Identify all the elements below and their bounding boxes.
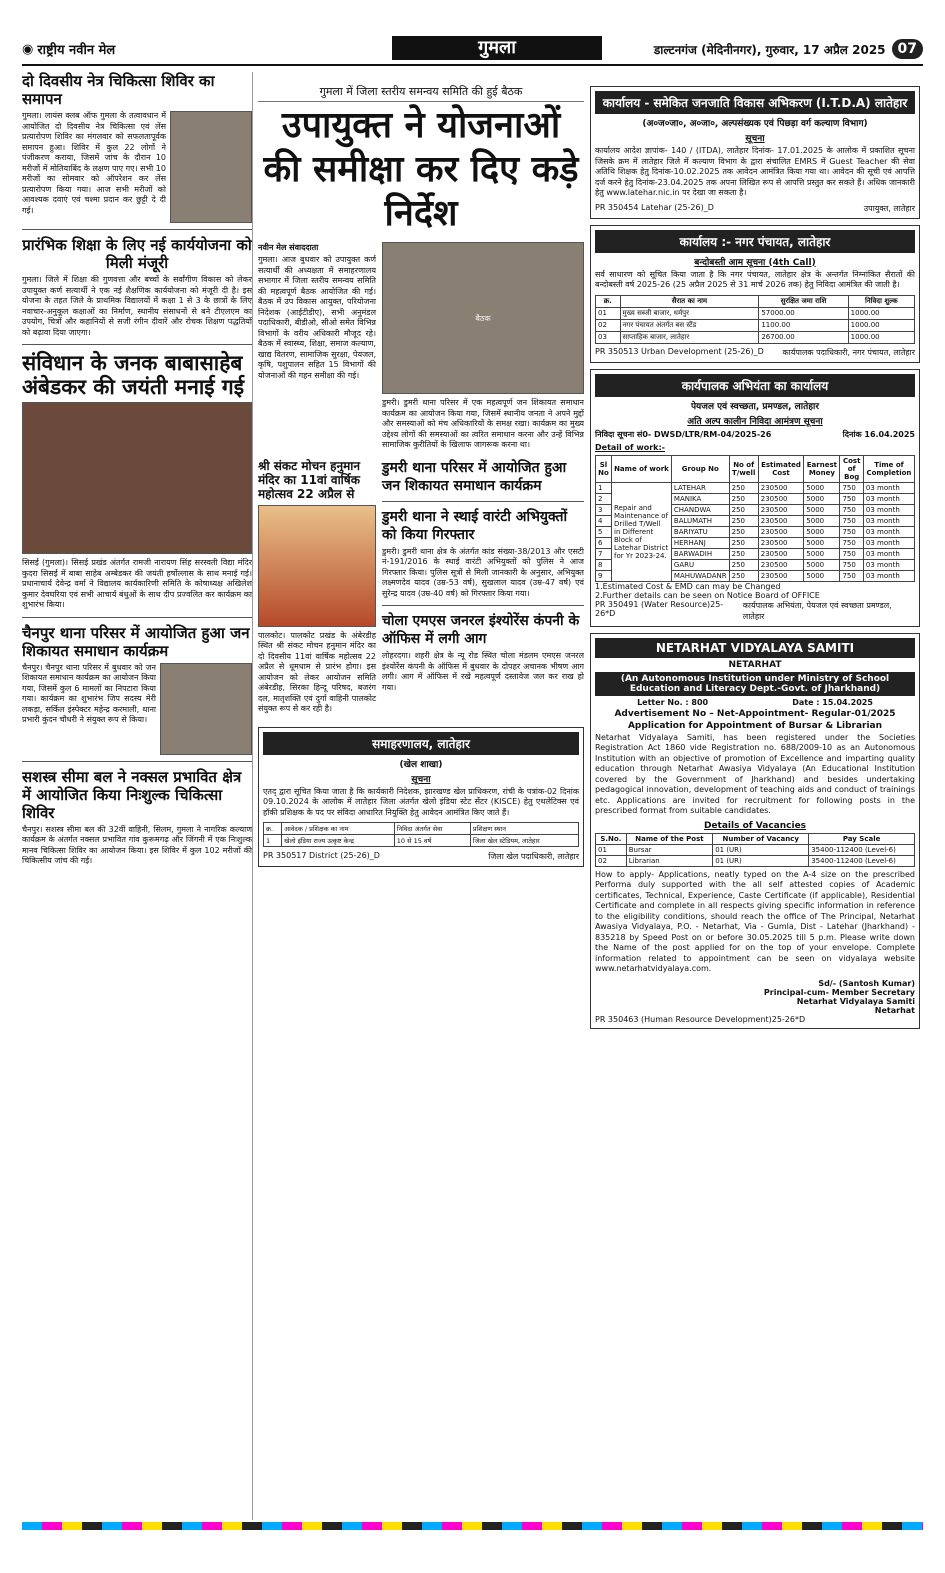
table-cell: 230500: [758, 559, 804, 570]
article-body: गुमला। लायंस क्लब ऑफ गुमला के तत्वावधान में आयोजित दो दिवसीय नेत्र चिकित्सा एवं लेंस प्रत्यारोपण शिविर का मंगलवार को सफलतापूर्वक समापन हुआ। शिविर में कुल 22 लोगों ने पंजीकरण कराया, जिसमें जांच के दौरान 10 मरीजों में मोतियाबिंद के लक्षण पाए गए। सभी 10 मरीजों का सोमवार को ऑपरेशन कर लेंस प्रत्यारोपण किया गया। आज सभी मरीजों को आवश्यक दवाएं एवं चश्मा प्रदान कर छुट्टी दे दी गई।: [22, 111, 166, 215]
table-cell: 230500: [758, 493, 804, 504]
masthead: [22, 34, 923, 66]
table-cell: 5000: [804, 515, 840, 526]
table-cell: 250: [729, 504, 758, 515]
temple-photo: [258, 505, 376, 627]
table-cell: BALUMATH: [671, 515, 729, 526]
dateline: डाल्टनगंज (मेदिनीनगर), गुरुवार, 17 अप्रैल 2025 07: [654, 39, 923, 59]
table-cell: 4: [596, 515, 612, 526]
table-row: [596, 482, 915, 493]
table-cell: 6: [596, 537, 612, 548]
article-body: चैनपुर। सशस्त्र सीमा बल की 32वीं वाहिनी, सिलम, गुमला ने नागरिक कल्याण कार्यक्रम के अंतर्गत नक्सल प्रभावित गांव कुरूमगढ़ और जिंगनी में एक निःशुल्क मानव चिकित्सा शिविर का आयोजन किया। इस शिविर में कुल 102 मरीजों की चिकित्सीय जांच की गई।: [22, 824, 252, 865]
article-body: सिसई (गुमला)। सिसई प्रखंड अंतर्गत रामजी नारायण सिंह सरस्वती विद्या मंदिर कुदरा सिसई में बाबा साहेब अम्बेडकर की जयंती हर्षोल्लास के साथ मनाई गई। प्रधानाचार्य देवेन्द्र वर्मा ने विद्यालय कार्यकारिणी समिति के कोषाध्यक्ष अखिलेश कुमार देवघरिया एवं सभी आचार्य बंधुओं के साथ दीप प्रज्वलित कर कार्यक्रम का शुभारंभ किया।: [22, 558, 252, 609]
article-photo: [22, 402, 252, 554]
table-cell: 03 month: [863, 526, 914, 537]
table-cell: 250: [729, 526, 758, 537]
table-cell: 03 month: [863, 570, 914, 581]
table-cell: 750: [840, 515, 863, 526]
lead-headline: उपायुक्त ने योजनाओं की समीक्षा कर दिए कड़े निर्देश: [263, 105, 579, 234]
article-headline: डुमरी थाना परिसर में आयोजित हुआ जन शिकायत समाधान कार्यक्रम: [382, 459, 567, 494]
table-cell: 5000: [804, 493, 840, 504]
article-body: चैनपुर। चैनपुर थाना परिसर में बुधवार को जन शिकायत समाधान कार्यक्रम का आयोजन किया गया, जिसमें कुल 6 मामलों का निपटारा किया गया। कार्यक्रम का शुभारंभ जिप सदस्य मेरी लकड़ा, सर्किल इंस्पेक्टर महेन्द्र करमाली, थाना प्रभारी कुंदन चौधरी ने संयुक्त रूप से किया।: [22, 662, 156, 724]
article-body: लोहरदगा। शहरी क्षेत्र के न्यू रोड स्थित चोला मंडलम एमएस जनरल इंश्योरेंस कंपनी के ऑफिस में बुधवार के दोपहर अचानक भीषण आग लगी। आग में ऑफिस में रखे महत्वपूर्ण दस्तावेज जल कर राख हो गया।: [382, 651, 584, 692]
page-number: 07: [892, 39, 923, 59]
table-cell: 250: [729, 515, 758, 526]
article-headline: चैनपुर थाना परिसर में आयोजित हुआ जन शिकायत समाधान कार्यक्रम: [22, 623, 250, 660]
table-cell: 03 month: [863, 493, 914, 504]
table-cell: LATEHAR: [671, 482, 729, 493]
table-header-cell: Sl No: [596, 455, 612, 482]
article-body: गुमला। आज बुधवार को उपायुक्त कर्ण सत्यार्थी की अध्यक्षता में समाहरणालय सभागार में जिला स्तरीय समन्वय समिति की महत्वपूर्ण बैठक आयोजित की गई। बैठक में उप विकास आयुक्त, परियोजना निदेशक (आईटीडीए), सभी अनुमंडल पदाधिकारी, बीडीओ, सीओ समेत विभिन्न विभागों के वरीय अधिकारी मौजूद रहे। बैठक में स्वास्थ्य, शिक्षा, समाज कल्याण, खाद्य वितरण, सामाजिक सुरक्षा, पेयजल, कृषि, पशुपालन सहित 15 विभागों की योजनाओं की गहन समीक्षा की गई।: [258, 255, 376, 380]
article-body: डुमरी। डुमरी थाना परिसर में एक महत्वपूर्ण जन शिकायत समाधान कार्यक्रम का आयोजन किया गया, जिसमें स्थानीय जनता ने अपने मुद्दों और समस्याओं को मंच अधिकारियों के समक्ष रखा। कार्यक्रम का मुख्य उद्देश्य लोगों की समस्याओं का त्वरित समाधान करना और उन्हें विभिन्न सामाजिक कुरीतियों के खिलाफ जागरूक करना था।: [382, 398, 584, 449]
article-headline: सशस्त्र सीमा बल ने नक्सल प्रभावित क्षेत्र में आयोजित किया निःशुल्क चिकित्सा शिविर: [22, 767, 242, 822]
article-body: पालकोट। पालकोट प्रखंड के अंबेरडीह स्थित श्री संकट मोचन हनुमान मंदिर का दो दिवसीय 11वां वार्षिक महोत्सव 22 अप्रैल से धूमधाम से प्रारंभ होगा। इस आयोजन को लेकर आयोजन समिति अंबेरडीह, सिरका हिन्दू परिषद, बजरंग दल, मातृशक्ति एवं दुर्गा वाहिनी पालकोट संयुक्त रूप से कर रही है।: [258, 630, 376, 713]
article-body: डुमरी। डुमरी थाना क्षेत्र के अंतर्गत कांड संख्या-38/2013 और एसटी नं-191/2016 के स्थाई वारंटी अभियुक्तों को पुलिस ने आज गिरफ्तार किया। पुलिस सूत्रों से मिली जानकारी के अनुसार, अभियुक्त लक्ष्मणदेव यादव (उम्र-53 वर्ष), सुखलाल यादव (उम्र-47 वर्ष) एवं सुरेन्द्र यादव (उम्र-40 वर्ष) को गिरफ्तार किया गया।: [382, 546, 584, 598]
table-cell: 7: [596, 548, 612, 559]
itda-notice: कार्यालय - समेकित जनजाति विकास अभिकरण (I.T.D.A) लातेहार (अ०ज०जा०, अ०जा०, अल्पसंख्यक एवं पिछड़ा वर्ग कल्याण विभाग) सूचना कार्यालय आदेश ज्ञापांक- 140 / (ITDA), लातेहार दिनांक- 17.01.2025 के आलोक में प्रकाशित सूचना जिसके क्रम में लातेहार जिले में कल्याण विभाग के द्वारा संचालित EMRS में Guest Teacher की सेवा अतिथि शिक्षक हेतु दिनांक-10.02.2025 तक आवेदन आमंत्रित किया गया था। आवेदन की सूची एवं आपत्ति दर्ज करने हेतु दिनांक-23.04.2025 तक अपना लिखित रूप से आपत्ति प्रस्तुत कर सकते हैं। अधिक जानकारी हेतु www.latehar.nic.in पर देखा जा सकता है। PR 350454 Latehar (25-26)_D उपायुक्त, लातेहार: [590, 86, 920, 219]
table-cell: 750: [840, 537, 863, 548]
article-headline: प्रारंभिक शिक्षा के लिए नई कार्ययोजना को मिली मंजूरी: [22, 236, 252, 272]
table-cell: 230500: [758, 482, 804, 493]
table-cell: 9: [596, 570, 612, 581]
nagar-panchayat-notice: कार्यालय :- नगर पंचायत, लातेहार बन्दोबस्ती आम सूचना (4th Call) सर्व साधारण को सूचित किया जाता है कि नगर पंचायत, लातेहार क्षेत्र के अन्तर्गत निम्नांकित सैरातों की बन्दोबस्ती वर्ष 2025-26 (25 अप्रैल 2025 से 31 मार्च 2026 तक) हेतु निविदा आमंत्रित की जाती है। क्र. सैरात का नाम सुरक्षित जमा राशि निविदा शुल्क 01 मुख्य सब्जी बाजार, धर्मपुर 57000.00 1000.00 02 नगर पंचायत अंतर्गत बस स्टैंड 1100.00 1000.00 03 साप्ताहिक बाजार, लातेहार 26700.00 1000.00 PR 350513 Urban Development (25-26)_D कार्यपालक पदाधिकारी, नगर पंचायत, लातेहार: [590, 225, 920, 363]
left-column: [22, 72, 253, 1520]
article-photo: [170, 111, 252, 223]
table-cell: 03 month: [863, 537, 914, 548]
paper-logo: ◉ राष्ट्रीय नवीन मेल: [22, 41, 116, 58]
table-header-cell: No of T/well: [729, 455, 758, 482]
netarhat-notice: NETARHAT VIDYALAYA SAMITI NETARHAT (An Autonomous Institution under Ministry of School Education and Literacy Dept.-Govt. of Jharkhand) Letter No. : 800 Date : 15.04.2025 Advertisement No – Net-Appointment- Regular-01/2025 Application for Appointment of Bursar & Librarian Netarhat Vidyalaya Samiti, has been registered under the Societies Registration Act 1860 vide Registration no. 688/2009-10 as an Autonomous Institution with an objective of promotion of Excellence and imparting quality education through Netarhat Awasiya Vidyalaya (An Educational Institution covered by the Government of Jharkhand) and besides undertaking pedagogical innovation, development of teaching aids and conduct of trainings etc. Applications are invited for recruitment for following posts in the prescribed format from suitable candidates. Details of Vacancies S.No. Name of the Post Number of Vacancy Pay Scale 01 Bursar 01 (UR) 35400-112400 (Level-6) 02 Librarian 01 (UR) 35400-112400 (Level-6) How to apply- Applications, neatly typed on the A-4 size on the prescribed Performa duly supported with the all self attested copies of Academic certificates, Technical, Experience, Caste Certificate (if applicable), Residential Certificate and complete in all respects giving specific information in reference to the eligibility conditions, should reach the office of The Principal, Netarhat Awasiya Vidyalaya, P.O. - Netarhat, Via - Gumla, Dist - Latehar (Jharkhand) - 835218 by Speed Post on or before 30.05.2025 till 5 p.m. Please write down the Name of the post applied for on the top of your envelope. Complete information related to appointment can be seen on vidyalaya website www.netarhatvidyalaya.com. Sd/- (Santosh Kumar) Principal-cum- Member Secretary Netarhat Vidyalaya Samiti Netarhat PR 350463 (Human Resource Development)25-26*D: [590, 633, 920, 1029]
table-cell: 750: [840, 526, 863, 537]
table-cell: 03 month: [863, 548, 914, 559]
right-column: [590, 86, 920, 1518]
table-cell: 750: [840, 559, 863, 570]
table-cell: BARWADIH: [671, 548, 729, 559]
table-cell: 230500: [758, 515, 804, 526]
table-cell: 5: [596, 526, 612, 537]
table-header-cell: Estimated Cost: [758, 455, 804, 482]
table-cell: 2: [596, 493, 612, 504]
table-cell: 5000: [804, 559, 840, 570]
table-cell: 750: [840, 493, 863, 504]
np-table: क्र. सैरात का नाम सुरक्षित जमा राशि निविदा शुल्क 01 मुख्य सब्जी बाजार, धर्मपुर 57000.00 1000.00 02 नगर पंचायत अंतर्गत बस स्टैंड 1100.00 1000.00 03 साप्ताहिक बाजार, लातेहार 26700.00 1000.00: [595, 295, 915, 344]
table-cell: 03 month: [863, 482, 914, 493]
work-description: Repair and Maintenance of Drilled T/Well in Different Block of Latehar District for Yr 2023-24.: [612, 482, 672, 581]
article-photo: [160, 663, 252, 755]
notice-table: क्र. आवेदक / प्रशिक्षक का नाम निविदा अंतर्गत सेवा प्रशिक्षण स्थान 1 खेलो इंडिया राज्य उत्कृष्ट केन्द्र 10 से 15 वर्ष जिला खेल स्टेडियम, लातेहार: [263, 822, 579, 847]
table-header-cell: Group No: [671, 455, 729, 482]
table-cell: MANIKA: [671, 493, 729, 504]
table-cell: 5000: [804, 537, 840, 548]
table-cell: 250: [729, 537, 758, 548]
table-header-cell: Time of Completion: [863, 455, 914, 482]
table-cell: 250: [729, 559, 758, 570]
table-cell: 03 month: [863, 559, 914, 570]
byline: नवीन मेल संवाददाता: [258, 243, 319, 252]
article-body: गुमला। जिले में शिक्षा की गुणवत्ता और बच्चों के सर्वांगीण विकास को लेकर उपायुक्त कर्ण सत्यार्थी ने एक नई शैक्षणिक कार्ययोजना को मंजूरी दी है। इस योजना के तहत जिले के प्राथमिक विद्यालयों में कक्षा 1 से 3 के छात्रों के लिए नवाचार-अनुकूल कक्षाओं का निर्माण, स्थानीय संसाधनों से बने टीएलएम का उपयोग, चित्रों और कहानियों से सजी रंगीन दीवारें और रोचक शिक्षण पद्धतियों को बढ़ावा दिया जाएगा।: [22, 275, 252, 337]
water-tender-notice: कार्यपालक अभियंता का कार्यालय पेयजल एवं स्वच्छता, प्रमण्डल, लातेहार अति अल्प कालीन निविदा आमंत्रण सूचना निविदा सूचना सं0- DWSD/LTR/RM-04/2025-26 दिनांक 16.04.2025 Detail of work:- Sl No Name of work Group No No of T/well Estimated Cost Earnest Money Cost of Bog Time of Completion 1 Repair and Maintenance of Drilled T/Well in Different Block of Latehar District for Yr 2023-24. LATEHAR 250 230500 5000 750 03 month 2 MANIKA 250 230500 5000 750 03 month 3 CHANDWA 250 230500 5000 750 03 month 4 BALUMATH 250 230500 5000 750 03 month 5 BARIYATU 250 230500 5000 750 03 month 6 HERHANJ 250 230500 5000 750 03 month 7 BARWADIH 250 230500 5000 750 03 month 8 GARU 250 230500 5000 750 03 month 9 MAHUWADANR 250 230500 5000 750 03 month 1.Estimated Cost & EMD can may be Changed 2.Further details can be seen on Notice Board of OFFICE PR 350491 (Water Resource)25-26*D कार्यपालक अभियंता, पेयजल एवं स्वच्छता प्रमण्डल, लातेहार: [590, 369, 920, 627]
colour-registration-bar: [22, 1522, 923, 1530]
section-title: गुमला: [392, 36, 602, 60]
table-header-cell: Cost of Bog: [840, 455, 863, 482]
table-cell: 5000: [804, 526, 840, 537]
article-headline: संविधान के जनक बाबासाहेब अंबेडकर की जयंती मनाई गई: [22, 351, 245, 399]
table-cell: 230500: [758, 526, 804, 537]
work-detail-table: [595, 455, 915, 582]
table-cell: CHANDWA: [671, 504, 729, 515]
table-cell: 1: [596, 482, 612, 493]
table-cell: 8: [596, 559, 612, 570]
table-cell: 230500: [758, 537, 804, 548]
table-cell: HERHANJ: [671, 537, 729, 548]
table-cell: 250: [729, 493, 758, 504]
center-column: [258, 72, 584, 1520]
article-headline: चोला एमएस जनरल इंश्योरेंस कंपनी के ऑफिस में लगी आग: [382, 613, 580, 647]
table-cell: 230500: [758, 570, 804, 581]
strapline: गुमला में जिला स्तरीय समन्वय समिति की हुई बैठक: [258, 84, 584, 102]
table-cell: 3: [596, 504, 612, 515]
table-cell: 03 month: [863, 504, 914, 515]
article-headline: दो दिवसीय नेत्र चिकित्सा शिविर का समापन: [22, 72, 215, 108]
meeting-photo: बैठक: [382, 242, 584, 394]
table-cell: 750: [840, 482, 863, 493]
table-cell: 750: [840, 504, 863, 515]
table-cell: 5000: [804, 570, 840, 581]
table-header-cell: Earnest Money: [804, 455, 840, 482]
article-headline: श्री संकट मोचन हनुमान मंदिर का 11वां वार्षिक महोत्सव 22 अप्रैल से: [258, 458, 361, 501]
article-headline: डुमरी थाना ने स्थाई वारंटी अभियुक्तों को किया गिरफ्तार: [382, 508, 568, 543]
table-cell: 03 month: [863, 515, 914, 526]
table-cell: GARU: [671, 559, 729, 570]
notice-office: समाहरणालय, लातेहार: [263, 732, 579, 755]
table-cell: 5000: [804, 548, 840, 559]
logo-icon: ◉: [22, 41, 34, 57]
table-cell: 250: [729, 482, 758, 493]
table-cell: 250: [729, 548, 758, 559]
table-cell: 750: [840, 570, 863, 581]
table-cell: 5000: [804, 504, 840, 515]
table-header-cell: Name of work: [612, 455, 672, 482]
table-cell: 250: [729, 570, 758, 581]
table-cell: 230500: [758, 504, 804, 515]
sports-notice: समाहरणालय, लातेहार (खेल शाखा) सूचना एतद् द्वारा सूचित किया जाता है कि कार्यकारी निदेशक, झारखण्ड खेल प्राधिकरण, रांची के पत्रांक-02 दिनांक 09.10.2024 के आलोक में लातेहार जिला अंतर्गत खेलो इंडिया स्टेट सेंटर (KISCE) हेतु एथलेटिक्स एवं हॉकी प्रशिक्षक के पद पर संविदा आधारित नियुक्ति हेतु आवेदन आमंत्रित किए जाते हैं। क्र. आवेदक / प्रशिक्षक का नाम निविदा अंतर्गत सेवा प्रशिक्षण स्थान 1 खेलो इंडिया राज्य उत्कृष्ट केन्द्र 10 से 15 वर्ष जिला खेल स्टेडियम, लातेहार PR 350517 District (25-26)_D जिला खेल पदाधिकारी, लातेहार: [258, 727, 584, 868]
table-cell: 5000: [804, 482, 840, 493]
table-cell: 750: [840, 548, 863, 559]
vacancy-table: S.No. Name of the Post Number of Vacancy Pay Scale 01 Bursar 01 (UR) 35400-112400 (Level-6) 02 Librarian 01 (UR) 35400-112400 (Level-6): [595, 833, 915, 867]
table-cell: BARIYATU: [671, 526, 729, 537]
table-cell: 230500: [758, 548, 804, 559]
table-cell: MAHUWADANR: [671, 570, 729, 581]
